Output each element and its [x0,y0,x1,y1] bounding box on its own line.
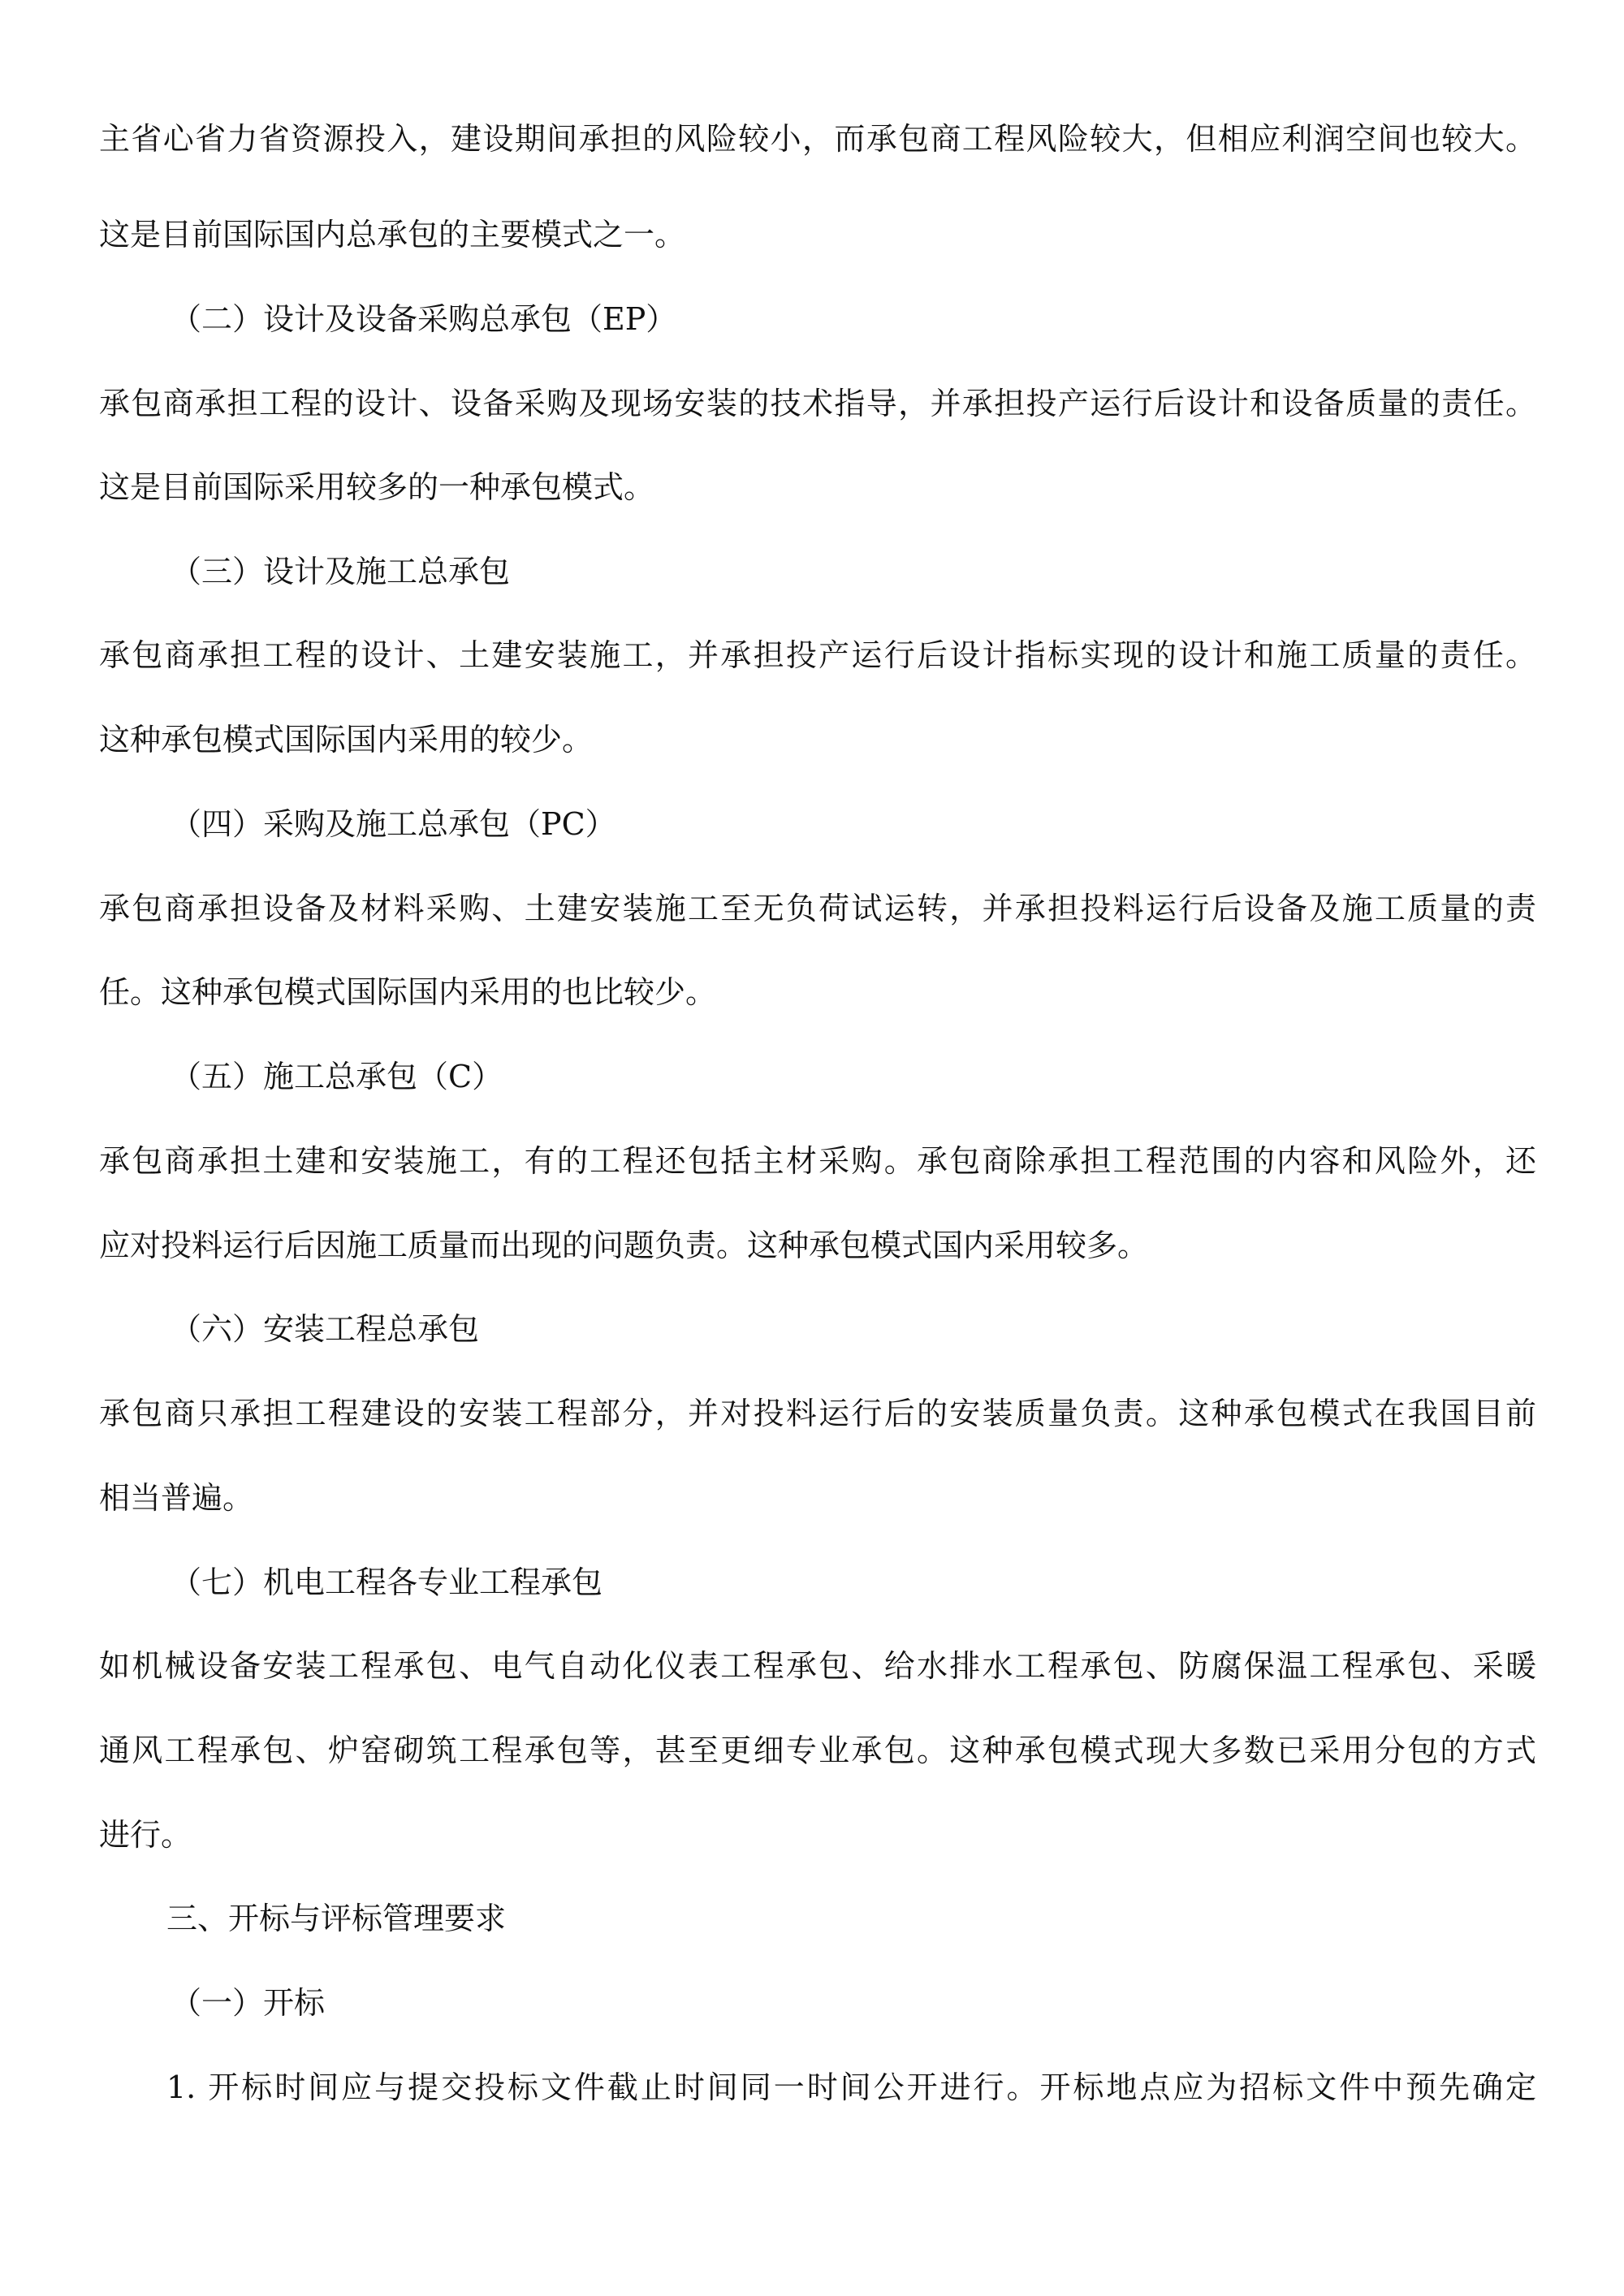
paragraph-line: 承包商承担工程的设计、土建安装施工，并承担投产运行后设计指标实现的设计和施工质量的责任。 [99,637,1536,673]
paragraph-line: 这种承包模式国际国内采用的较少。 [99,722,594,757]
paragraph-line: 承包商承担工程的设计、设备采购及现场安装的技术指导，并承担投产运行后设计和设备质量的责任。 [99,386,1536,421]
section-heading: （六）安装工程总承包 [171,1311,480,1347]
paragraph-line: 通风工程承包、炉窑砌筑工程承包等，甚至更细专业承包。这种承包模式现大多数已采用分包的方式 [99,1733,1536,1768]
section-heading: （五）施工总承包（C） [171,1059,503,1094]
section-heading: （二）设计及设备采购总承包（EP） [171,301,677,337]
numbered-item-line: 1. 开标时间应与提交投标文件截止时间同一时间公开进行。开标地点应为招标文件中预先确定 [166,2069,1536,2105]
paragraph-line: 应对投料运行后因施工质量而出现的问题负责。这种承包模式国内采用较多。 [99,1228,1149,1263]
paragraph-line: 这是目前国际采用较多的一种承包模式。 [99,469,655,505]
paragraph-line: 如机械设备安装工程承包、电气自动化仪表工程承包、给水排水工程承包、防腐保温工程承包、采暖 [99,1648,1536,1684]
paragraph-line: 承包商只承担工程建设的安装工程部分，并对投料运行后的安装质量负责。这种承包模式在我国目前 [99,1396,1536,1431]
section-heading: （七）机电工程各专业工程承包 [171,1564,603,1600]
paragraph-line: 任。这种承包模式国际国内采用的也比较少。 [99,974,717,1010]
section-heading: （四）采购及施工总承包（PC） [171,806,616,842]
section-heading: （一）开标 [171,1985,326,2021]
chapter-heading: 三、开标与评标管理要求 [166,1901,507,1936]
paragraph-line: 进行。 [99,1817,192,1853]
paragraph-line: 主省心省力省资源投入，建设期间承担的风险较小，而承包商工程风险较大，但相应利润空间也较大。 [99,121,1536,157]
paragraph-line: 相当普遍。 [99,1480,254,1516]
paragraph-line: 承包商承担设备及材料采购、土建安装施工至无负荷试运转，并承担投料运行后设备及施工质量的责 [99,891,1536,926]
paragraph-line: 这是目前国际国内总承包的主要模式之一。 [99,217,686,252]
section-heading: （三）设计及施工总承包 [171,554,511,589]
paragraph-line: 承包商承担土建和安装施工，有的工程还包括主材采购。承包商除承担工程范围的内容和风险外，还 [99,1143,1536,1179]
